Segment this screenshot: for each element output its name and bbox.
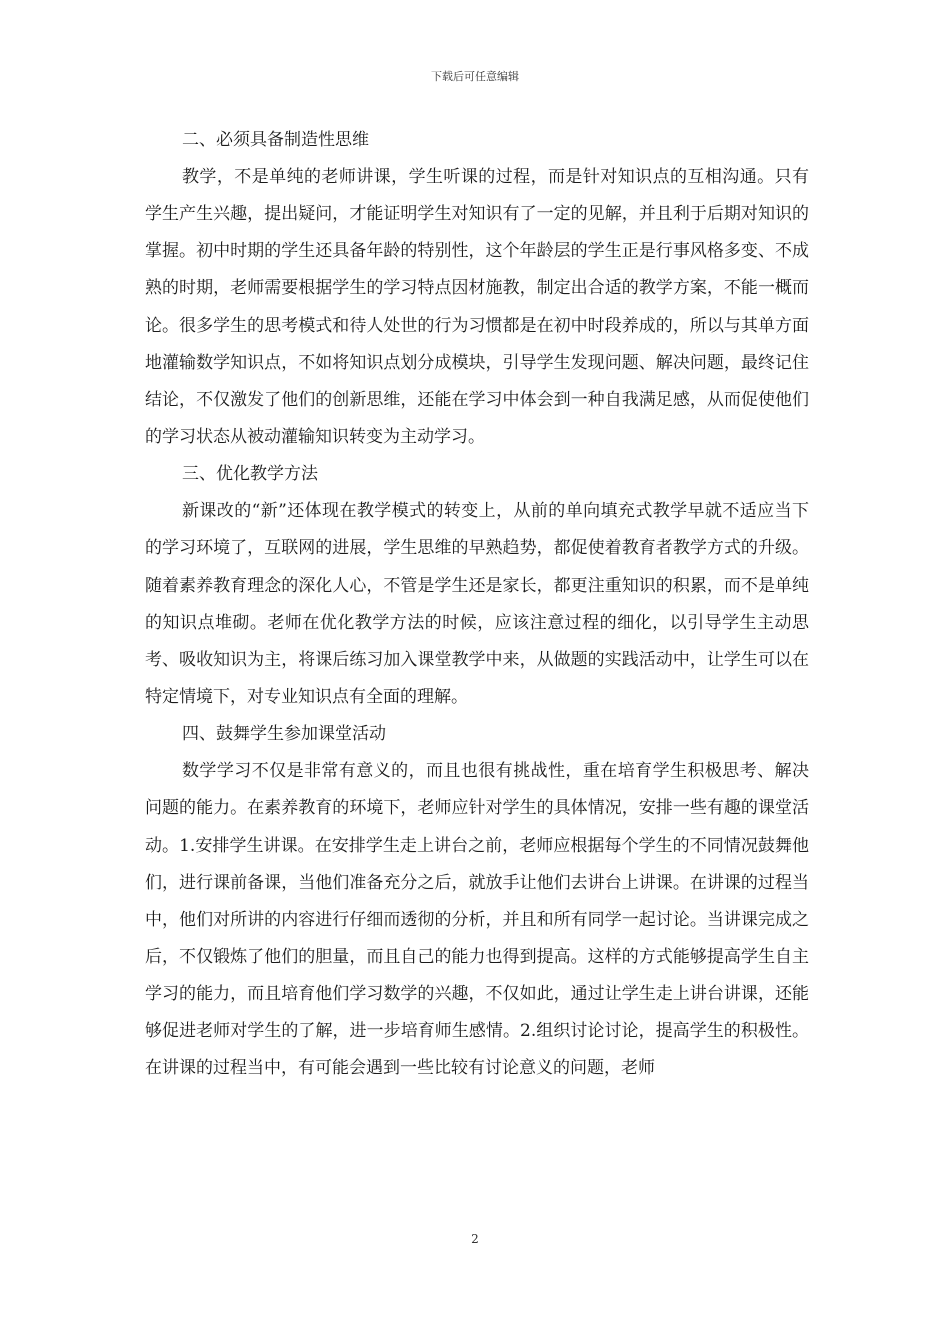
body-paragraph: 新课改的“新”还体现在教学模式的转变上，从前的单向填充式教学早就不适应当下的学习环境了，互联网的进展，学生思维的早熟趋势，都促使着教育者教学方式的升级。随着素养教育理念的深化人心，不管是学生还是家长，都更注重知识的积累，而不是单纯的知识点堆砌。老师在优化教学方法的时候，应该注意过程的细化，以引导学生主动思考、吸收知识为主，将课后练习加入课堂教学中来，从做题的实践活动中，让学生可以在特定情境下，对专业知识点有全面的理解。 [145,501,809,708]
document-body [145,122,809,1088]
body-paragraph: 数学学习不仅是非常有意义的，而且也很有挑战性，重在培育学生积极思考、解决问题的能力。在素养教育的环境下，老师应针对学生的具体情况，安排一些有趣的课堂活动。1.安排学生讲课。在安排学生走上讲台之前，老师应根据每个学生的不同情况鼓舞他们，进行课前备课，当他们准备充分之后，就放手让他们去讲台上讲课。在讲课的过程当中，他们对所讲的内容进行仔细而透彻的分析，并且和所有同学一起讨论。当讲课完成之后，不仅锻炼了他们的胆量，而且自己的能力也得到提高。这样的方式能够提高学生自主学习的能力，而且培育他们学习数学的兴趣，不仅如此，通过让学生走上讲台讲课，还能够促进老师对学生的了解，进一步培育师生感情。2.组织讨论讨论，提高学生的积极性。在讲课的过程当中，有可能会遇到一些比较有讨论意义的问题，老师 [145,761,809,1079]
page-number: 2 [471,1232,479,1246]
body-paragraph: 教学，不是单纯的老师讲课，学生听课的过程，而是针对知识点的互相沟通。只有学生产生兴趣，提出疑问，才能证明学生对知识有了一定的见解，并且利于后期对知识的掌握。初中时期的学生还具备年龄的特别性，这个年龄层的学生正是行事风格多变、不成熟的时期，老师需要根据学生的学习特点因材施教，制定出合适的教学方案，不能一概而论。很多学生的思考模式和待人处世的行为习惯都是在初中时段养成的，所以与其单方面地灌输数学知识点，不如将知识点划分成模块，引导学生发现问题、解决问题，最终记住结论，不仅激发了他们的创新思维，还能在学习中体会到一种自我满足感，从而促使他们的学习状态从被动灌输知识转变为主动学习。 [145,167,809,448]
section-heading: 四、鼓舞学生参加课堂活动 [182,724,386,745]
section-heading: 二、必须具备制造性思维 [182,130,369,150]
page-header: 下载后可任意编辑 [431,70,519,83]
section-heading: 三、优化教学方法 [182,464,318,485]
